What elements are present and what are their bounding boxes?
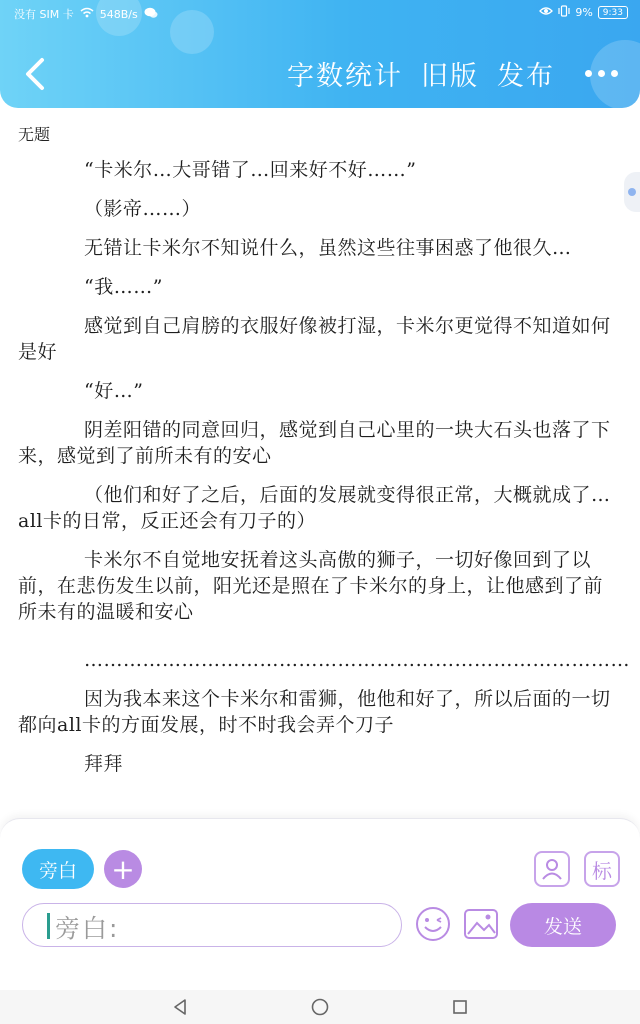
input-panel: [0, 818, 640, 990]
document-title: 无题: [18, 125, 51, 144]
input-placeholder: 旁白:: [55, 914, 120, 943]
vibrate-icon: [558, 5, 570, 20]
paragraph: 感觉到自己肩膀的衣服好像被打湿，卡米尔更觉得不知道如何是好: [18, 315, 611, 363]
handle-dot-icon: [628, 188, 636, 196]
paragraph: “我……”: [84, 276, 163, 298]
publish-button[interactable]: 发布: [497, 61, 555, 92]
message-input[interactable]: [22, 903, 402, 947]
nav-recents-square-icon[interactable]: [450, 997, 470, 1017]
more-dots-icon[interactable]: [573, 70, 618, 77]
status-bar: [0, 0, 640, 26]
separator-line: …………………………………………………………………………: [84, 649, 630, 671]
paragraph: 因为我本来这个卡米尔和雷狮，他他和好了，所以后面的一切都向all卡的方面发展，时不时我会弄个刀子: [18, 688, 611, 736]
chat-icon: [144, 7, 158, 22]
side-handle[interactable]: [624, 172, 640, 212]
clock-text: 9:33: [602, 8, 623, 18]
network-speed: 548B/s: [99, 7, 138, 21]
paragraph: 无错让卡米尔不知说什么，虽然这些往事困惑了他很久…: [84, 237, 572, 259]
back-button[interactable]: [20, 56, 50, 92]
eye-icon: [539, 6, 553, 19]
nav-back-triangle-icon[interactable]: [170, 997, 190, 1017]
paragraph: 卡米尔不自觉地安抚着这头高傲的狮子，一切好像回到了以前，在悲伤发生以前，阳光还是照在了卡米尔的身上，让他感到了前所未有的温暖和安心: [18, 549, 604, 623]
paragraph: “好…”: [84, 380, 144, 402]
system-nav-bar: [0, 990, 640, 1024]
tag-label: 标: [592, 858, 612, 883]
old-version-button[interactable]: 旧版: [421, 61, 479, 92]
app-header: [0, 0, 640, 108]
paragraph: 拜拜: [84, 753, 124, 775]
battery-icon: [598, 6, 628, 19]
text-caret: [47, 913, 50, 939]
word-count-button[interactable]: 字数统计: [287, 61, 403, 92]
battery-text: 9%: [575, 6, 593, 19]
paragraph: （他们和好了之后，后面的发展就变得很正常，大概就成了…all卡的日常，反正还会有刀子的）: [18, 484, 611, 532]
paragraph: “卡米尔…大哥错了…回来好不好……”: [84, 159, 417, 181]
carrier-text: 没有 SIM 卡: [14, 8, 74, 21]
image-icon[interactable]: [462, 906, 500, 942]
emoji-icon[interactable]: [414, 905, 452, 943]
chevron-left-icon: [20, 56, 50, 92]
send-button[interactable]: 发送: [510, 903, 616, 947]
paragraph: 阴差阳错的同意回归，感觉到自己心里的一块大石头也落了下来，感觉到了前所未有的安心: [18, 419, 611, 467]
add-role-button[interactable]: +: [104, 850, 142, 888]
tag-button[interactable]: [584, 851, 620, 887]
character-icon[interactable]: [534, 851, 570, 887]
header-nav: [0, 50, 640, 100]
nav-home-circle-icon[interactable]: [310, 997, 330, 1017]
paragraph: （影帝……）: [84, 198, 202, 220]
document-body[interactable]: [0, 110, 640, 820]
role-selector-button[interactable]: 旁白: [22, 849, 94, 889]
wifi-icon: [80, 7, 94, 21]
